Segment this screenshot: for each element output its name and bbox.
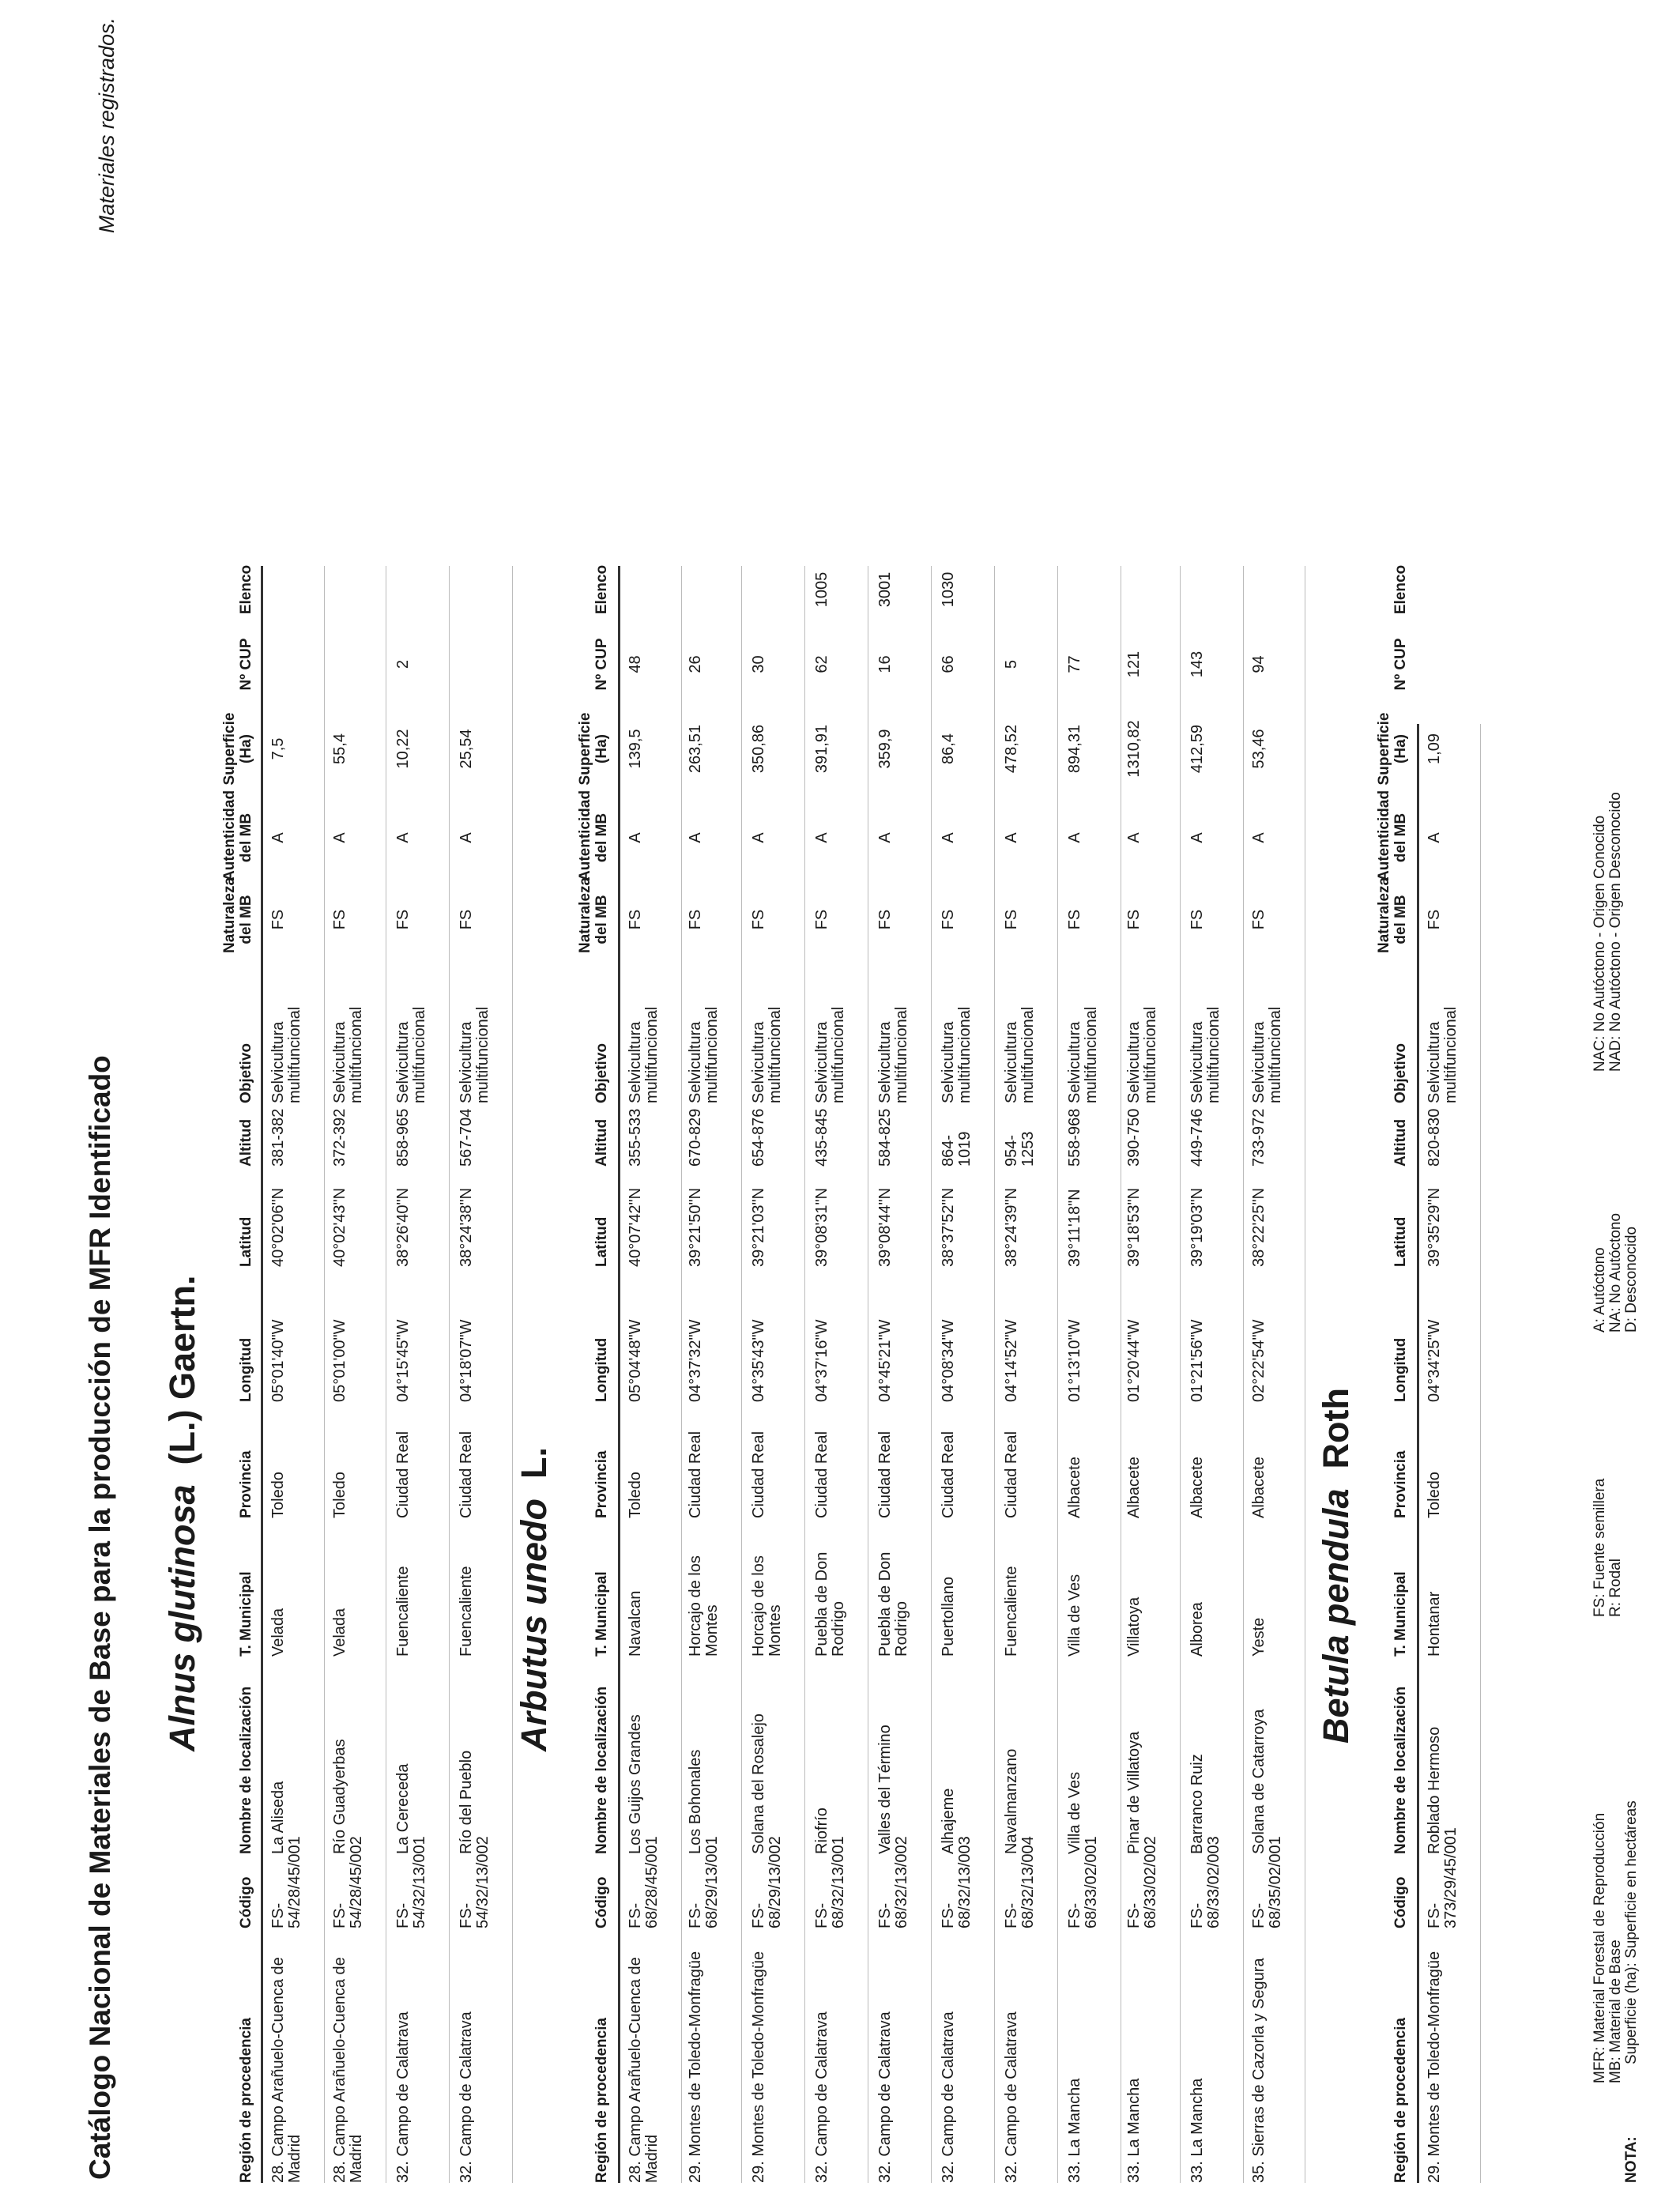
- col-provincia: Ciudad Real: [876, 1431, 894, 1518]
- col-region: 32. Campo de Calatrava: [458, 2011, 475, 2183]
- col-longitud: 04°14'52"W: [1003, 1319, 1020, 1402]
- col-region: 29. Montes de Toledo-Monfragüe: [750, 1951, 767, 2183]
- col-region: 33. La Mancha: [1188, 2078, 1206, 2183]
- col-objetivo: Selvicultura multifuncional: [1426, 1006, 1460, 1103]
- col-municipal: Alborea: [1188, 1602, 1206, 1657]
- col-municipal: Fuencaliente: [1003, 1566, 1020, 1657]
- col-longitud: 04°08'34"W: [940, 1319, 957, 1402]
- col-provincia: Ciudad Real: [813, 1431, 831, 1518]
- col-altitud: 390-750: [1125, 1108, 1143, 1167]
- col-altitud: 449-746: [1188, 1108, 1206, 1167]
- col-region: 32. Campo de Calatrava: [813, 2011, 831, 2183]
- col-altitud: 954-1253: [1003, 1131, 1037, 1167]
- col-altitud: 864-1019: [940, 1131, 974, 1167]
- col-region: 28. Campo Arañuelo-Cuenca de Madrid: [269, 1957, 303, 2183]
- col-autenticidad: A: [940, 832, 957, 843]
- col-objetivo: Selvicultura multifuncional: [331, 1006, 365, 1103]
- row-separator: [681, 566, 682, 2183]
- col-objetivo: Selvicultura multifuncional: [394, 1006, 428, 1103]
- nota-label: NOTA:: [1623, 2136, 1640, 2183]
- col-provincia: Ciudad Real: [394, 1431, 412, 1518]
- col-autenticidad: A: [331, 832, 348, 843]
- col-nombre: Río Guadyerbas: [331, 1739, 348, 1854]
- col-superficie: 1,09: [1426, 733, 1443, 764]
- col-municipal: Puebla de Don Rodrigo: [876, 1551, 910, 1657]
- column-header-altitud: Altitud: [593, 1118, 610, 1167]
- col-provincia: Toledo: [1426, 1472, 1443, 1518]
- col-latitud: 39°19'03"N: [1188, 1187, 1206, 1267]
- col-municipal: Navalcan: [627, 1590, 644, 1657]
- col-codigo: FS-68/33/02/001: [1066, 1836, 1100, 1928]
- column-header-latitud: Latitud: [593, 1216, 610, 1267]
- col-codigo: FS-373/29/45/001: [1426, 1827, 1460, 1928]
- col-nombre: La Aliseda: [269, 1781, 287, 1854]
- col-municipal: Fuencaliente: [458, 1566, 475, 1657]
- col-latitud: 38°37'52"N: [940, 1187, 957, 1267]
- nota-item: R: Rodal: [1607, 1559, 1624, 1617]
- col-naturaleza: FS: [1125, 909, 1143, 930]
- col-cup: 143: [1188, 650, 1206, 678]
- col-cup: 121: [1125, 650, 1143, 678]
- species-italic: Arbutus unedo: [514, 1498, 554, 1751]
- column-header-superficie: Superficie (Ha): [577, 712, 610, 786]
- col-latitud: 39°08'31"N: [813, 1187, 831, 1267]
- col-nombre: Barranco Ruiz: [1188, 1754, 1206, 1854]
- col-nombre: Solana de Catarroya: [1250, 1709, 1268, 1854]
- col-nombre: Pinar de Villatoya: [1125, 1731, 1143, 1854]
- col-cup: 2: [394, 659, 412, 669]
- col-altitud: 820-830: [1426, 1108, 1443, 1167]
- nota-item: NAC: No Autóctono - Origen Conocido: [1591, 815, 1608, 1072]
- col-objetivo: Selvicultura multifuncional: [627, 1006, 661, 1103]
- col-objetivo: Selvicultura multifuncional: [458, 1006, 492, 1103]
- col-provincia: Ciudad Real: [940, 1431, 957, 1518]
- col-naturaleza: FS: [1426, 909, 1443, 930]
- col-objetivo: Selvicultura multifuncional: [813, 1006, 847, 1103]
- page-subtitle: Materiales registrados.: [95, 17, 119, 234]
- col-latitud: 39°11'18"N: [1066, 1189, 1083, 1267]
- nota-item: NAD: No Autóctono - Origen Desconocido: [1607, 792, 1624, 1072]
- col-altitud: 355-533: [627, 1108, 644, 1167]
- col-latitud: 39°21'50"N: [687, 1187, 704, 1267]
- col-autenticidad: A: [813, 832, 831, 843]
- col-longitud: 04°15'45"W: [394, 1319, 412, 1402]
- column-header-latitud: Latitud: [238, 1216, 254, 1267]
- column-header-objetivo: Objetivo: [593, 1042, 610, 1103]
- col-longitud: 04°34'25"W: [1426, 1319, 1443, 1402]
- col-objetivo: Selvicultura multifuncional: [876, 1006, 910, 1103]
- col-codigo: FS-68/33/02/003: [1188, 1836, 1222, 1928]
- col-autenticidad: A: [1188, 832, 1206, 843]
- row-separator: [1057, 566, 1058, 2183]
- col-cup: 66: [940, 655, 957, 673]
- col-naturaleza: FS: [1188, 909, 1206, 930]
- row-separator: [741, 566, 742, 2183]
- col-objetivo: Selvicultura multifuncional: [1125, 1006, 1159, 1103]
- column-header-elenco: Elenco: [238, 564, 254, 615]
- col-autenticidad: A: [627, 832, 644, 843]
- col-municipal: Villatoya: [1125, 1596, 1143, 1657]
- col-superficie: 25,54: [458, 729, 475, 769]
- col-latitud: 38°24'38"N: [458, 1187, 475, 1267]
- col-provincia: Ciudad Real: [687, 1431, 704, 1518]
- col-municipal: Villa de Ves: [1066, 1574, 1083, 1657]
- col-longitud: 04°45'21"W: [876, 1319, 894, 1402]
- col-nombre: Alhajeme: [940, 1788, 957, 1854]
- col-objetivo: Selvicultura multifuncional: [940, 1006, 974, 1103]
- col-autenticidad: A: [750, 832, 767, 843]
- col-elenco: 1030: [940, 571, 957, 608]
- species-author: Roth: [1316, 1387, 1356, 1489]
- column-header-municipal: T. Municipal: [1392, 1571, 1409, 1657]
- col-superficie: 478,52: [1003, 724, 1020, 774]
- col-superficie: 263,51: [687, 724, 704, 774]
- col-elenco: 3001: [876, 571, 894, 608]
- nota-item: Superficie (ha): Superficie en hectáreas: [1623, 1800, 1640, 2064]
- col-provincia: Toledo: [331, 1472, 348, 1518]
- col-provincia: Ciudad Real: [458, 1431, 475, 1518]
- col-autenticidad: A: [269, 832, 287, 843]
- col-naturaleza: FS: [876, 909, 894, 930]
- col-municipal: Fuencaliente: [394, 1566, 412, 1657]
- col-nombre: La Cereceda: [394, 1763, 412, 1854]
- nota-item: D: Desconocido: [1623, 1226, 1640, 1333]
- nota-item: MB: Material de Base: [1607, 1940, 1624, 2083]
- col-superficie: 894,31: [1066, 724, 1083, 774]
- col-municipal: Velada: [331, 1608, 348, 1657]
- species-italic: Betula pendula: [1316, 1488, 1356, 1744]
- col-altitud: 858-965: [394, 1108, 412, 1167]
- col-latitud: 40°02'43"N: [331, 1187, 348, 1267]
- row-separator: [994, 566, 995, 2183]
- col-autenticidad: A: [458, 832, 475, 843]
- col-superficie: 350,86: [750, 724, 767, 774]
- col-nombre: Roblado Hermoso: [1426, 1726, 1443, 1854]
- col-longitud: 04°37'32"W: [687, 1319, 704, 1402]
- col-municipal: Horcajo de los Montes: [687, 1555, 721, 1657]
- col-region: 33. La Mancha: [1066, 2078, 1083, 2183]
- column-header-municipal: T. Municipal: [593, 1571, 610, 1657]
- col-municipal: Hontanar: [1426, 1591, 1443, 1657]
- header-rule: [261, 566, 263, 2183]
- column-header-latitud: Latitud: [1392, 1216, 1409, 1267]
- col-objetivo: Selvicultura multifuncional: [750, 1006, 784, 1103]
- col-nombre: Los Guijos Grandes: [627, 1714, 644, 1854]
- col-naturaleza: FS: [627, 909, 644, 930]
- column-header-municipal: T. Municipal: [238, 1571, 254, 1657]
- col-altitud: 654-876: [750, 1108, 767, 1167]
- col-cup: 16: [876, 655, 894, 673]
- col-altitud: 381-382: [269, 1108, 287, 1167]
- row-separator: [512, 566, 513, 2183]
- row-separator: [1180, 566, 1181, 2183]
- col-provincia: Toledo: [627, 1472, 644, 1518]
- col-nombre: Río del Pueblo: [458, 1750, 475, 1854]
- col-provincia: Albacete: [1125, 1457, 1143, 1518]
- header-rule: [1417, 724, 1419, 2183]
- row-separator: [804, 566, 805, 2183]
- col-cup: 94: [1250, 655, 1268, 673]
- col-superficie: 391,91: [813, 724, 831, 774]
- col-latitud: 39°18'53"N: [1125, 1187, 1143, 1267]
- col-latitud: 39°21'03"N: [750, 1187, 767, 1267]
- column-header-naturaleza: Naturaleza del MB: [577, 876, 610, 953]
- column-header-cup: Nº CUP: [1392, 638, 1409, 691]
- col-provincia: Albacete: [1250, 1457, 1268, 1518]
- column-header-codigo: Código: [238, 1876, 254, 1928]
- col-nombre: Solana del Rosalejo: [750, 1713, 767, 1854]
- col-autenticidad: A: [1003, 832, 1020, 843]
- col-longitud: 01°21'56"W: [1188, 1319, 1206, 1402]
- col-longitud: 05°04'48"W: [627, 1319, 644, 1402]
- column-header-provincia: Provincia: [1392, 1450, 1409, 1518]
- species-name: [514, 1447, 555, 1751]
- col-autenticidad: A: [1426, 832, 1443, 843]
- col-autenticidad: A: [1066, 832, 1083, 843]
- col-codigo: FS-54/32/13/002: [458, 1836, 492, 1928]
- col-superficie: 86,4: [940, 733, 957, 764]
- col-superficie: 10,22: [394, 729, 412, 769]
- column-header-nombre: Nombre de localización: [593, 1686, 610, 1854]
- col-naturaleza: FS: [1003, 909, 1020, 930]
- column-header-nombre: Nombre de localización: [238, 1686, 254, 1854]
- col-nombre: Villa de Ves: [1066, 1771, 1083, 1854]
- col-region: 32. Campo de Calatrava: [394, 2011, 412, 2183]
- col-codigo: FS-68/29/13/002: [750, 1836, 784, 1928]
- column-header-codigo: Código: [593, 1876, 610, 1928]
- col-objetivo: Selvicultura multifuncional: [1066, 1006, 1100, 1103]
- col-provincia: Ciudad Real: [1003, 1431, 1020, 1518]
- column-header-autenticidad: Autenticidad del MB: [577, 790, 610, 881]
- col-nombre: Navalmanzano: [1003, 1748, 1020, 1854]
- nota-item: MFR: Material Forestal de Reproducción: [1591, 1812, 1608, 2083]
- col-superficie: 139,5: [627, 729, 644, 769]
- column-header-elenco: Elenco: [1392, 564, 1409, 615]
- col-codigo: FS-68/28/45/001: [627, 1836, 661, 1928]
- col-superficie: 412,59: [1188, 724, 1206, 774]
- col-superficie: 7,5: [269, 737, 287, 760]
- column-header-region: Región de procedencia: [238, 2017, 254, 2183]
- column-header-region: Región de procedencia: [593, 2017, 610, 2183]
- species-name: [162, 1275, 203, 1751]
- column-header-region: Región de procedencia: [1392, 2017, 1409, 2183]
- col-longitud: 04°18'07"W: [458, 1319, 475, 1402]
- column-header-objetivo: Objetivo: [1392, 1042, 1409, 1103]
- col-municipal: Yeste: [1250, 1617, 1268, 1657]
- col-altitud: 435-845: [813, 1108, 831, 1167]
- col-superficie: 1310,82: [1125, 720, 1143, 778]
- col-longitud: 05°01'00"W: [331, 1319, 348, 1402]
- col-naturaleza: FS: [269, 909, 287, 930]
- column-header-objetivo: Objetivo: [238, 1042, 254, 1103]
- column-header-cup: Nº CUP: [593, 638, 610, 691]
- col-objetivo: Selvicultura multifuncional: [269, 1006, 303, 1103]
- col-autenticidad: A: [394, 832, 412, 843]
- species-name: [1316, 1388, 1357, 1744]
- col-autenticidad: A: [876, 832, 894, 843]
- col-region: 32. Campo de Calatrava: [1003, 2011, 1020, 2183]
- row-separator: [1480, 724, 1481, 2183]
- col-superficie: 55,4: [331, 733, 348, 764]
- col-autenticidad: A: [1250, 832, 1268, 843]
- col-cup: 77: [1066, 655, 1083, 673]
- col-codigo: FS-54/28/45/002: [331, 1836, 365, 1928]
- col-provincia: Ciudad Real: [750, 1431, 767, 1518]
- col-objetivo: Selvicultura multifuncional: [1250, 1006, 1284, 1103]
- col-altitud: 670-829: [687, 1108, 704, 1167]
- col-codigo: FS-68/32/13/002: [876, 1836, 910, 1928]
- col-superficie: 359,9: [876, 729, 894, 769]
- col-longitud: 01°13'10"W: [1066, 1319, 1083, 1402]
- column-header-longitud: Longitud: [593, 1337, 610, 1402]
- column-header-autenticidad: Autenticidad del MB: [221, 790, 254, 881]
- col-cup: 30: [750, 655, 767, 673]
- col-longitud: 04°37'16"W: [813, 1319, 831, 1402]
- col-naturaleza: FS: [394, 909, 412, 930]
- species-author: (L.) Gaertn.: [162, 1275, 202, 1485]
- column-header-cup: Nº CUP: [238, 638, 254, 691]
- col-codigo: FS-68/33/02/002: [1125, 1836, 1159, 1928]
- column-header-superficie: Superficie (Ha): [1376, 712, 1409, 786]
- species-italic: Alnus glutinosa: [162, 1484, 202, 1751]
- col-longitud: 02°22'54"W: [1250, 1319, 1268, 1402]
- col-municipal: Horcajo de los Montes: [750, 1555, 784, 1657]
- col-elenco: 1005: [813, 571, 831, 608]
- col-codigo: FS-68/29/13/001: [687, 1836, 721, 1928]
- col-region: 32. Campo de Calatrava: [876, 2011, 894, 2183]
- column-header-nombre: Nombre de localización: [1392, 1686, 1409, 1854]
- col-naturaleza: FS: [813, 909, 831, 930]
- col-region: 32. Campo de Calatrava: [940, 2011, 957, 2183]
- col-codigo: FS-68/32/13/001: [813, 1836, 847, 1928]
- col-codigo: FS-54/32/13/001: [394, 1836, 428, 1928]
- col-provincia: Albacete: [1066, 1457, 1083, 1518]
- col-altitud: 558-968: [1066, 1108, 1083, 1167]
- col-naturaleza: FS: [1066, 909, 1083, 930]
- column-header-naturaleza: Naturaleza del MB: [1376, 876, 1409, 953]
- col-longitud: 05°01'40"W: [269, 1319, 287, 1402]
- col-codigo: FS-68/32/13/003: [940, 1836, 974, 1928]
- col-altitud: 733-972: [1250, 1108, 1268, 1167]
- header-rule: [618, 566, 620, 2183]
- col-region: 35. Sierras de Cazorla y Segura: [1250, 1958, 1268, 2183]
- col-codigo: FS-68/32/13/004: [1003, 1836, 1037, 1928]
- col-region: 29. Montes de Toledo-Monfragüe: [1426, 1951, 1443, 2183]
- column-header-provincia: Provincia: [593, 1450, 610, 1518]
- col-municipal: Velada: [269, 1608, 287, 1657]
- species-author: L.: [514, 1447, 554, 1499]
- col-altitud: 584-825: [876, 1108, 894, 1167]
- col-naturaleza: FS: [940, 909, 957, 930]
- col-municipal: Puebla de Don Rodrigo: [813, 1551, 847, 1657]
- column-header-elenco: Elenco: [593, 564, 610, 615]
- col-latitud: 38°24'39"N: [1003, 1187, 1020, 1267]
- column-header-superficie: Superficie (Ha): [221, 712, 254, 786]
- col-nombre: Riofrío: [813, 1808, 831, 1854]
- col-cup: 26: [687, 655, 704, 673]
- nota-item: FS: Fuente semillera: [1591, 1478, 1608, 1617]
- col-latitud: 40°07'42"N: [627, 1187, 644, 1267]
- nota-item: A: Autóctono: [1591, 1247, 1608, 1333]
- nota-item: NA: No Autóctono: [1607, 1212, 1624, 1333]
- col-longitud: 01°20'44"W: [1125, 1319, 1143, 1402]
- col-objetivo: Selvicultura multifuncional: [1188, 1006, 1222, 1103]
- col-cup: 62: [813, 655, 831, 673]
- col-provincia: Albacete: [1188, 1457, 1206, 1518]
- col-altitud: 567-704: [458, 1108, 475, 1167]
- col-region: 33. La Mancha: [1125, 2078, 1143, 2183]
- col-cup: 5: [1003, 659, 1020, 669]
- column-header-longitud: Longitud: [238, 1337, 254, 1402]
- col-municipal: Puertollano: [940, 1576, 957, 1657]
- col-objetivo: Selvicultura multifuncional: [687, 1006, 721, 1103]
- col-codigo: FS-54/28/45/001: [269, 1836, 303, 1928]
- col-autenticidad: A: [687, 832, 704, 843]
- col-codigo: FS-68/35/02/001: [1250, 1836, 1284, 1928]
- column-header-altitud: Altitud: [1392, 1118, 1409, 1167]
- page-title: Catálogo Nacional de Materiales de Base para la producción de MFR Identificado: [84, 1055, 116, 2180]
- column-header-provincia: Provincia: [238, 1450, 254, 1518]
- column-header-longitud: Longitud: [1392, 1337, 1409, 1402]
- row-separator: [1243, 566, 1244, 2183]
- col-longitud: 04°35'43"W: [750, 1319, 767, 1402]
- col-naturaleza: FS: [1250, 909, 1268, 930]
- row-separator: [324, 566, 325, 2183]
- col-provincia: Toledo: [269, 1472, 287, 1518]
- col-region: 28. Campo Arañuelo-Cuenca de Madrid: [331, 1957, 365, 2183]
- col-autenticidad: A: [1125, 832, 1143, 843]
- col-naturaleza: FS: [687, 909, 704, 930]
- col-naturaleza: FS: [331, 909, 348, 930]
- col-latitud: 39°08'44"N: [876, 1187, 894, 1267]
- column-header-naturaleza: Naturaleza del MB: [221, 876, 254, 953]
- col-latitud: 38°22'25"N: [1250, 1187, 1268, 1267]
- col-naturaleza: FS: [458, 909, 475, 930]
- row-separator: [931, 566, 932, 2183]
- col-nombre: Los Bohonales: [687, 1749, 704, 1854]
- col-latitud: 40°02'06"N: [269, 1187, 287, 1267]
- col-naturaleza: FS: [750, 909, 767, 930]
- col-nombre: Valles del Término: [876, 1725, 894, 1854]
- row-separator: [449, 566, 450, 2183]
- column-header-altitud: Altitud: [238, 1118, 254, 1167]
- col-region: 29. Montes de Toledo-Monfragüe: [687, 1951, 704, 2183]
- col-altitud: 372-392: [331, 1108, 348, 1167]
- column-header-autenticidad: Autenticidad del MB: [1376, 790, 1409, 881]
- col-cup: 48: [627, 655, 644, 673]
- col-latitud: 39°35'29"N: [1426, 1187, 1443, 1267]
- col-superficie: 53,46: [1250, 729, 1268, 769]
- col-latitud: 38°26'40"N: [394, 1187, 412, 1267]
- column-header-codigo: Código: [1392, 1876, 1409, 1928]
- col-objetivo: Selvicultura multifuncional: [1003, 1006, 1037, 1103]
- col-region: 28. Campo Arañuelo-Cuenca de Madrid: [627, 1957, 661, 2183]
